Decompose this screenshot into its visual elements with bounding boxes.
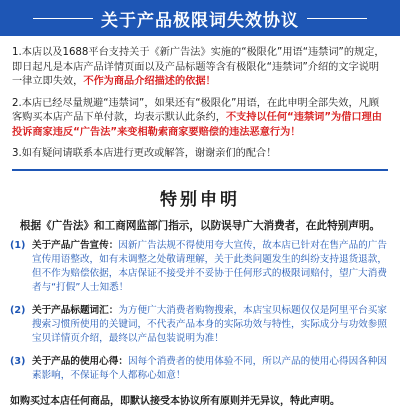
banner-right-rule (307, 18, 367, 19)
clause-text: 为方便广大消费者购物搜索，本店宝贝标题仅仅是阿里平台买家搜索习惯所使用的关键词，不代表产品本身的实际功效与特性，实际成分与功效参照宝贝详情页介绍，最终以产品包装说明为准！ (32, 304, 387, 344)
clause-list (0, 239, 400, 383)
clause-text: 因每个消费者的使用体验不同，所以产品的使用心得因各种因素影响，不保证每个人都称心如意！ (32, 355, 387, 381)
notice-3-text: 3.如有疑问请联系本店进行更改或解答，谢谢亲们的配合！ (12, 148, 277, 159)
clause-item (10, 304, 390, 346)
clause-body (32, 355, 390, 383)
clause-number: (3) (10, 355, 26, 367)
notice-2 (12, 97, 388, 141)
section-divider (12, 169, 388, 171)
clause-body (32, 304, 390, 346)
notice-1-text: 1.本店以及1688平台支持关于《新广告法》实施的“极限化”用语“违禁词”的规定，即日起凡是本店产品详情页面以及产品标题等含有极限化“违禁词”介绍的文字说明一律立即失效， (12, 47, 385, 87)
clause-heading: 关于产品的使用心得： (32, 355, 128, 367)
cutoff-line: 如购买过本店任何商品，即默认接受本协议所有原则并无异议，特此声明。 (10, 395, 340, 407)
banner-title: 关于产品极限词失效协议 (101, 10, 299, 31)
clause-number: (1) (10, 239, 26, 251)
clause-heading: 关于产品广告宣传： (32, 239, 119, 251)
clause-number: (2) (10, 304, 26, 316)
clause-item (10, 239, 390, 295)
clause-body (32, 239, 390, 295)
banner-left-rule (33, 18, 93, 19)
header-banner (0, 0, 400, 36)
notice-2-warning: 不支持以任何“违禁词”为借口理由投诉商家违反“广告法”来变相勒索商家要赔偿的违法恶意行为！ (12, 112, 382, 138)
notice-list (0, 36, 400, 162)
notice-2-text: 2.本店已经尽量规避“违禁词”，如果还有“极限化”用语，在此申明全部失效，凡顾客购买本店产品下单付款，均表示默认此条约， (12, 97, 380, 123)
clause-heading: 关于产品标题词汇： (32, 304, 119, 316)
notice-1-warning: 不作为商品介绍描述的依据！ (83, 76, 216, 87)
special-statement-title: 特别申明 (160, 189, 240, 210)
clause-text: 因新广告法规不得使用夸大宣传，故本店已针对在售产品的广告宣传用语整改，如有未调整之处敬请理解，关于此类问题发生的纠纷支持退货退款，但不作为赔偿依据，本店保证不接受并不妥协于任何形式的极限词赔付，望广大消费者与“打假”人士知悉！ (32, 239, 387, 293)
clause-item (10, 355, 390, 383)
notice-3 (12, 147, 388, 162)
special-statement-intro: 根据《广告法》和工商网监部门指示，以防误导广大消费者，在此特别声明。 (19, 219, 381, 232)
notice-1 (12, 46, 388, 90)
